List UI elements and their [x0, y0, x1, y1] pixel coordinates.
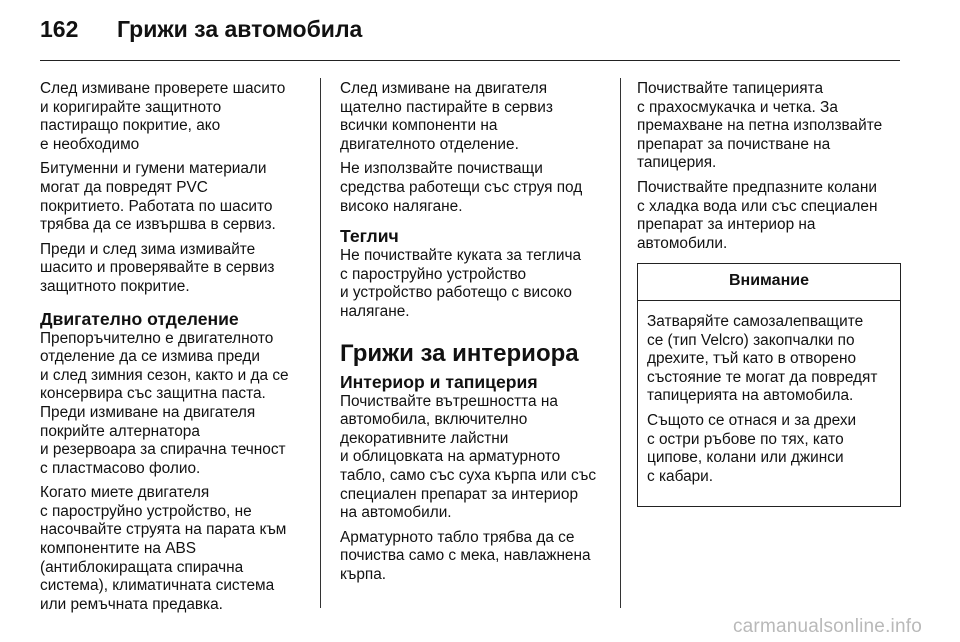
paragraph-tow-hook: Не почиствайте куката за теглича с пароструйно устройство и устройство работещо с високо налягане. [340, 247, 582, 320]
paragraph-steam-jet: Когато миете двигателя с пароструйно устройство, не насочвайте струята на парата към компонентите на ABS (антиблокиращата спирачна система), климатичната система или ремъчната предавка. [40, 484, 287, 613]
page-header [0, 0, 960, 60]
column-3 [637, 80, 907, 507]
notice-paragraph-velcro: Затваряйте самозалепващите се (тип Velcro) закопчалки по дрехите, тъй като в отворено състояние те могат да повредят тапицерията на автомобила. [647, 312, 878, 405]
column-divider-1 [320, 78, 321, 608]
page-title: Грижи за автомобила [117, 16, 363, 42]
paragraph-upholstery: Почиствайте тапицерията с прахосмукачка и четка. За премахване на петна използвайте препарат за почистване на тапицерия. [637, 80, 883, 172]
paragraph-interior-cleaning: Почиствайте вътрешността на автомобила, включително декоративните лайстни и облицовката на арматурното табло, само със суха кърпа или със специален препарат за интериор на автомобили. [340, 392, 597, 522]
heading-engine-compartment: Двигателно отделение [40, 308, 239, 329]
notice-title: Внимание [638, 264, 900, 301]
column-divider-2 [620, 78, 621, 608]
heading-interior-care: Грижи за интериора [340, 339, 579, 367]
paragraph-engine-paste: След измиване на двигателя щателно пастирайте в сервиз всички компоненти на двигателното отделение. [340, 80, 553, 153]
header-rule [40, 60, 900, 61]
paragraph-dashboard: Арматурното табло трябва да се почиства само с мека, навлажнена кърпа. [340, 528, 591, 583]
paragraph-engine-wash: Препоръчително е двигателното отделение да се измива преди и след зимния сезон, както и да се консервира със защитна паста. Преди измиване на двигателя покрийте алтернатора и резервоара за спирачна течност с пластмасово фолио. [40, 329, 289, 477]
paragraph-underbody-check: След измиване проверете шасито и коригирайте защитното пастиращо покритие, ако е необходимо [40, 80, 286, 153]
paragraph-no-jet-cleaners: Не използвайте почистващи средства работещи със струя под високо налягане. [340, 160, 583, 215]
paragraph-winter-wash: Преди и след зима измивайте шасито и проверявайте в сервиз защитното покритие. [40, 240, 275, 295]
column-2 [340, 80, 612, 590]
heading-interior-upholstery: Интериор и тапицерия [340, 371, 538, 392]
notice-body [638, 301, 900, 506]
paragraph-seat-belts: Почиствайте предпазните колани с хладка вода или със специален препарат за интериор на автомобили. [637, 178, 878, 252]
notice-paragraph-sharp-edges: Същото се отнася и за дрехи с остри ръбове по тях, като ципове, колани или джинси с кабари. [647, 411, 857, 485]
heading-tow-bar: Теглич [340, 226, 399, 247]
watermark: carmanualsonline.info [732, 616, 922, 637]
notice-box [637, 263, 901, 507]
column-1 [40, 80, 312, 620]
page-number: 162 [40, 16, 79, 42]
paragraph-bitumen-warning: Битуменни и гумени материали могат да повредят PVC покритието. Работата по шасито трябва да се извършва в сервиз. [40, 160, 276, 234]
